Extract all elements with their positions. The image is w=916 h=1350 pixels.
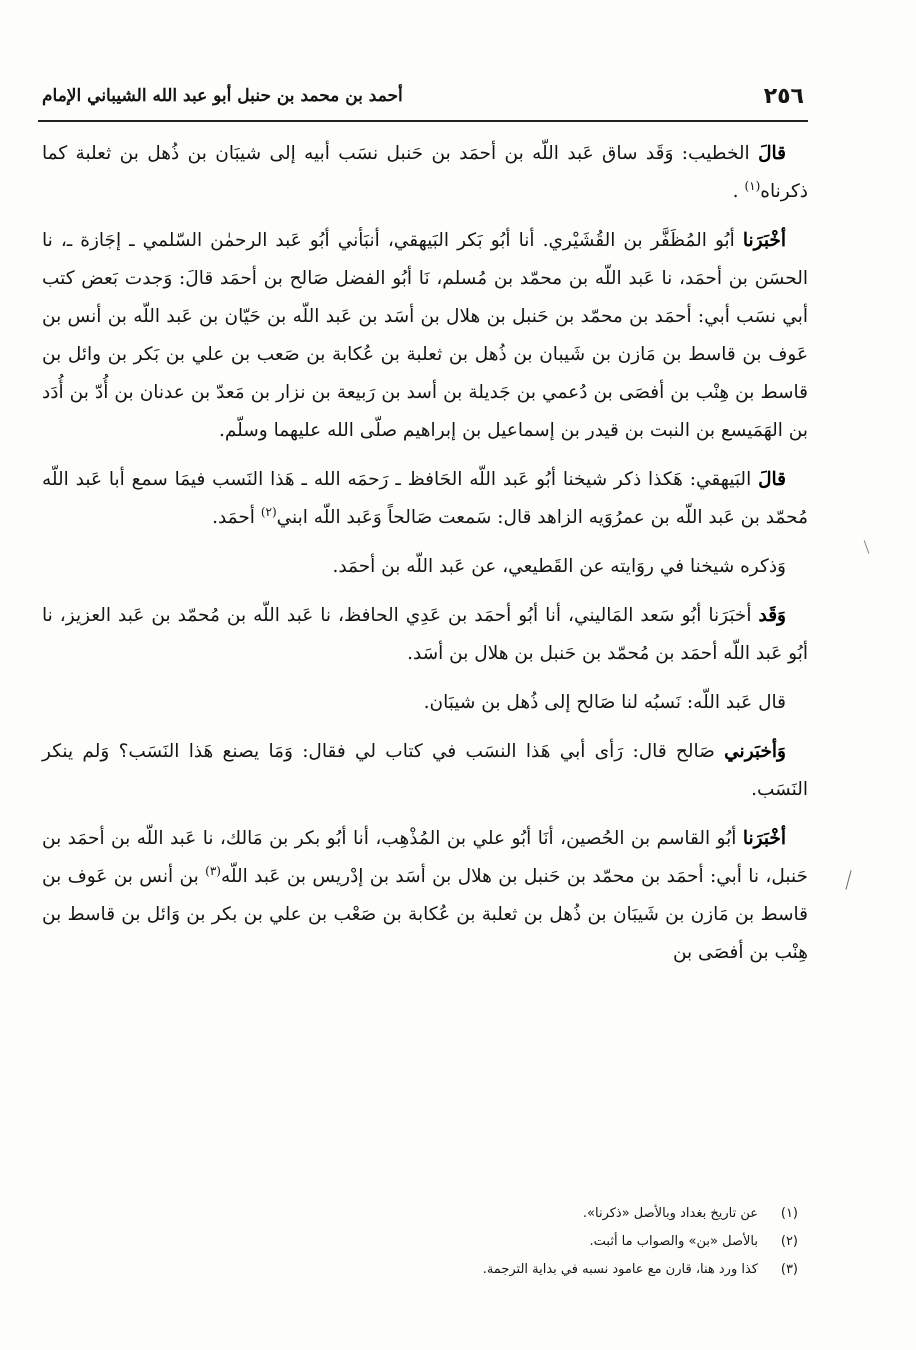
footnote-text: بالأصل «بن» والصواب ما أثبت. [589,1234,758,1249]
paragraph-lead: قالَ [758,143,786,164]
paragraph-lead: قالَ [758,469,786,490]
paragraph [42,135,808,211]
footnotes [200,1200,798,1284]
footnote-ref: (٢) [260,504,277,519]
paragraph-text: قال عَبد اللّه: نَسبُه لنا صَالح إلى ذُهل بن شيبَان. [423,692,786,713]
footnote-text: كذا ورد هنا، قارن مع عامود نسبه في بداية الترجمة. [482,1262,758,1277]
paragraph-end: . [732,181,745,202]
paragraph-end: بن أنس بن عَوف بن قاسط بن مَازن بن شَيبَان بن ذُهل بن ثعلبة بن عُكابة بن صَعْب بن علي بن بكر بن وَائل بن قاسط بن هِنْب بن أفصَى بن [42,866,808,963]
footnote-text: عن تاريخ بغداد وبالأصل «ذكرنا». [582,1206,758,1221]
footnote-ref: (١) [744,178,761,193]
page-header [38,80,808,122]
footnote-ref: (٣) [205,863,221,878]
footnote-number: (١) [780,1206,798,1221]
running-title: أحمد بن محمد بن حنبل أبو عبد الله الشيباني الإمام [42,86,403,106]
paragraph-lead: أخْبَرَنا [742,828,786,849]
footnote [200,1228,798,1256]
paragraph-text: أبُو المُظَفَّر بن القُشَيْري. أنا أبُو بَكر البَيهقي، أنبَأني أبُو عَبد الرحمٰن السّلمي ـ إجَازة ـ، نا الحسَن بن أحمَد، نا عَبد اللّه بن محمّد بن مُسلم، نَا أبُو الفضل صَالح بن أحمَد قالَ: وَجدت بَعض كتب أبي نسَب أبي: أحمَد بن محمّد بن حَنبل بن هلال بن أسَد بن عَبد اللّه بن حَيّان بن عَبد اللّه بن أنس بن عَوف بن قاسط بن مَازن بن شَيبان بن ذُهل بن ثعلبة بن عُكابة بن صَعب بن علي بن بَكر بن وائل بن قاسط بن هِنْب بن أفصَى بن دُعمي بن جَديلة بن أسد بن رَبيعة بن نزار بن مَعدّ بن عدنان بن أُدّ بن أُدَد بن الهَمَيسع بن النبت بن قيدر بن إسماعيل بن إبراهيم صلّى الله عليهما وسلّم. [42,230,808,441]
paragraph [42,222,808,450]
scan-mark [845,870,851,890]
paragraph-lead: وَأخبَرني [724,741,786,762]
footnote-number: (٣) [780,1262,798,1277]
paragraph-text: صَالح قال: رَأى أبي هَذا النسَب في كتاب لي فقال: وَمَا يصنع هَذا النَسَب؟ وَلم ينكر النَسَب. [42,741,808,800]
page-number: ٢٥٦ [763,84,804,109]
paragraph-end: أحمَد. [212,507,261,528]
footnote-number: (٢) [780,1234,798,1249]
paragraph [42,597,808,673]
footnote [200,1256,798,1284]
paragraph-lead: وَقَد [758,605,786,626]
paragraph-text: أبُو القاسم بن الحُصين، أنَا أبُو علي بن المُذْهِب، أنا أبُو بكر بن مَالك، نا عَبد اللّه بن أحمَد بن حَنبل، نا أبي: أحمَد بن محمّد بن حَنبل بن هلال بن أسَد بن إدْريس بن عَبد اللّه [42,828,808,887]
paragraph [42,548,808,586]
paragraph-text: وَذكره شيخنا في روَايته عن القَطيعي، عن عَبد اللّه بن أحمَد. [332,556,786,577]
paragraph [42,684,808,722]
footnote [200,1200,798,1228]
scan-mark [864,540,870,553]
paragraph-lead: أخْبَرَنا [742,230,786,251]
paragraph [42,733,808,809]
main-text [42,135,808,983]
paragraph-text: البَيهقي: هَكذا ذكر شيخنا أبُو عَبد اللّه الحَافظ ـ رَحمَه الله ـ هَذا النَسب فيمَا سمع أبا عَبد اللّه مُحمّد بن عَبد اللّه بن عمرُوَيه الزاهد قال: سَمعت صَالحاً وَعَبد اللّه ابني [42,469,808,528]
paragraph-text: الخطيب: وَقَد ساق عَبد اللّه بن أحمَد بن حَنبل نسَب أبيه إلى شيبَان بن ذُهل بن ثعلبة كما ذكرناه [42,143,808,202]
paragraph [42,461,808,537]
paragraph [42,820,808,972]
paragraph-text: أخبَرَنا أبُو سَعد المَاليني، أنا أبُو أحمَد بن عَدِي الحافظ، نا عَبد اللّه بن مُحمّد بن عَبد العزيز، نا أبُو عَبد اللّه أحمَد بن مُحمّد بن حَنبل بن هلال بن أسَد. [42,605,808,664]
